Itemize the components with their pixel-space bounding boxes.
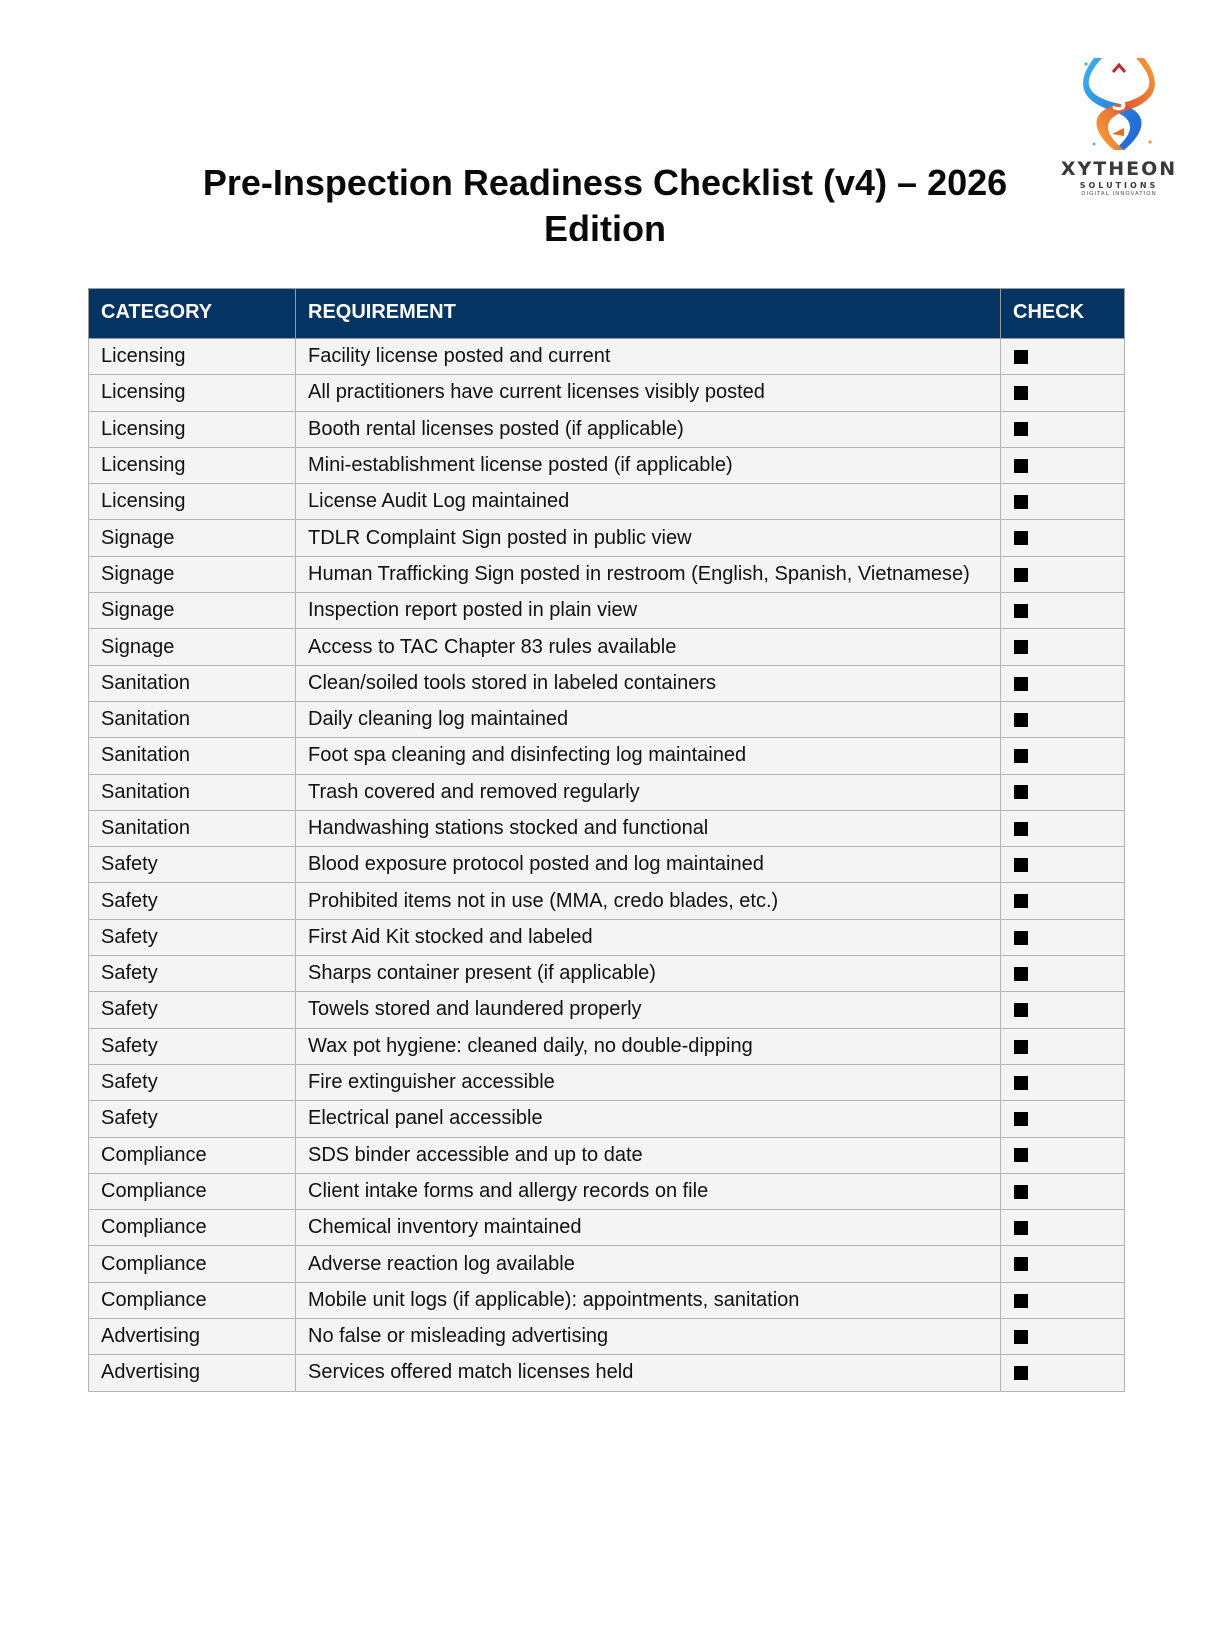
category-cell: Signage xyxy=(89,629,296,665)
column-header-category: CATEGORY xyxy=(89,289,296,339)
requirement-cell: Handwashing stations stocked and functional xyxy=(296,810,1001,846)
check-cell[interactable] xyxy=(1001,1282,1125,1318)
table-row xyxy=(89,1173,1125,1209)
requirement-cell: Client intake forms and allergy records on file xyxy=(296,1173,1001,1209)
category-cell: Safety xyxy=(89,992,296,1028)
logo-sub-text: SOLUTIONS xyxy=(1079,181,1159,190)
check-cell[interactable] xyxy=(1001,1246,1125,1282)
check-cell[interactable] xyxy=(1001,665,1125,701)
checkbox-square-icon[interactable] xyxy=(1014,749,1028,763)
requirement-cell: Trash covered and removed regularly xyxy=(296,774,1001,810)
requirement-cell: Blood exposure protocol posted and log maintained xyxy=(296,847,1001,883)
category-cell: Safety xyxy=(89,1064,296,1100)
checkbox-square-icon[interactable] xyxy=(1014,386,1028,400)
table-row xyxy=(89,411,1125,447)
requirement-cell: First Aid Kit stocked and labeled xyxy=(296,919,1001,955)
checkbox-square-icon[interactable] xyxy=(1014,1003,1028,1017)
checkbox-square-icon[interactable] xyxy=(1014,1148,1028,1162)
category-cell: Safety xyxy=(89,956,296,992)
check-cell[interactable] xyxy=(1001,1028,1125,1064)
table-row xyxy=(89,847,1125,883)
category-cell: Compliance xyxy=(89,1210,296,1246)
check-cell[interactable] xyxy=(1001,520,1125,556)
table-row xyxy=(89,520,1125,556)
requirement-cell: Electrical panel accessible xyxy=(296,1101,1001,1137)
requirement-cell: Human Trafficking Sign posted in restroom (English, Spanish, Vietnamese) xyxy=(296,556,1001,592)
requirement-cell: Facility license posted and current xyxy=(296,339,1001,375)
checkbox-square-icon[interactable] xyxy=(1014,894,1028,908)
checkbox-square-icon[interactable] xyxy=(1014,350,1028,364)
checkbox-square-icon[interactable] xyxy=(1014,604,1028,618)
table-row xyxy=(89,1355,1125,1391)
category-cell: Safety xyxy=(89,1101,296,1137)
check-cell[interactable] xyxy=(1001,701,1125,737)
check-cell[interactable] xyxy=(1001,484,1125,520)
category-cell: Licensing xyxy=(89,375,296,411)
check-cell[interactable] xyxy=(1001,411,1125,447)
table-row xyxy=(89,375,1125,411)
requirement-cell: Mobile unit logs (if applicable): appointments, sanitation xyxy=(296,1282,1001,1318)
requirement-cell: Clean/soiled tools stored in labeled containers xyxy=(296,665,1001,701)
check-cell[interactable] xyxy=(1001,956,1125,992)
checkbox-square-icon[interactable] xyxy=(1014,640,1028,654)
check-cell[interactable] xyxy=(1001,375,1125,411)
table-row xyxy=(89,1246,1125,1282)
checkbox-square-icon[interactable] xyxy=(1014,1221,1028,1235)
table-row xyxy=(89,339,1125,375)
checklist-table xyxy=(88,288,1125,1392)
checkbox-square-icon[interactable] xyxy=(1014,531,1028,545)
check-cell[interactable] xyxy=(1001,919,1125,955)
helix-s-logo-icon xyxy=(1080,52,1158,154)
check-cell[interactable] xyxy=(1001,738,1125,774)
checkbox-square-icon[interactable] xyxy=(1014,459,1028,473)
checkbox-square-icon[interactable] xyxy=(1014,1294,1028,1308)
category-cell: Compliance xyxy=(89,1282,296,1318)
category-cell: Signage xyxy=(89,520,296,556)
check-cell[interactable] xyxy=(1001,1064,1125,1100)
category-cell: Sanitation xyxy=(89,774,296,810)
checkbox-square-icon[interactable] xyxy=(1014,713,1028,727)
checkbox-square-icon[interactable] xyxy=(1014,1040,1028,1054)
requirement-cell: Prohibited items not in use (MMA, credo blades, etc.) xyxy=(296,883,1001,919)
check-cell[interactable] xyxy=(1001,1210,1125,1246)
table-row xyxy=(89,992,1125,1028)
category-cell: Sanitation xyxy=(89,738,296,774)
requirement-cell: Inspection report posted in plain view xyxy=(296,593,1001,629)
requirement-cell: Mini-establishment license posted (if applicable) xyxy=(296,447,1001,483)
requirement-cell: Adverse reaction log available xyxy=(296,1246,1001,1282)
requirement-cell: Foot spa cleaning and disinfecting log maintained xyxy=(296,738,1001,774)
requirement-cell: Access to TAC Chapter 83 rules available xyxy=(296,629,1001,665)
check-cell[interactable] xyxy=(1001,847,1125,883)
check-cell[interactable] xyxy=(1001,1173,1125,1209)
table-row xyxy=(89,629,1125,665)
check-cell[interactable] xyxy=(1001,447,1125,483)
category-cell: Safety xyxy=(89,919,296,955)
column-header-requirement: REQUIREMENT xyxy=(296,289,1001,339)
checkbox-square-icon[interactable] xyxy=(1014,677,1028,691)
check-cell[interactable] xyxy=(1001,1101,1125,1137)
category-cell: Licensing xyxy=(89,339,296,375)
table-row xyxy=(89,738,1125,774)
category-cell: Compliance xyxy=(89,1137,296,1173)
table-row xyxy=(89,1064,1125,1100)
title-line-1: Pre-Inspection Readiness Checklist (v4) – 2026 xyxy=(202,162,1008,203)
checkbox-square-icon[interactable] xyxy=(1014,568,1028,582)
category-cell: Compliance xyxy=(89,1246,296,1282)
category-cell: Advertising xyxy=(89,1319,296,1355)
table-row xyxy=(89,774,1125,810)
checkbox-square-icon[interactable] xyxy=(1014,422,1028,436)
table-row xyxy=(89,593,1125,629)
title-line-2: Edition xyxy=(544,208,666,249)
table-row xyxy=(89,1028,1125,1064)
check-cell[interactable] xyxy=(1001,339,1125,375)
page-title xyxy=(140,160,1070,252)
category-cell: Licensing xyxy=(89,484,296,520)
category-cell: Sanitation xyxy=(89,701,296,737)
check-cell[interactable] xyxy=(1001,774,1125,810)
requirement-cell: All practitioners have current licenses visibly posted xyxy=(296,375,1001,411)
table-row xyxy=(89,556,1125,592)
requirement-cell: No false or misleading advertising xyxy=(296,1319,1001,1355)
requirement-cell: Services offered match licenses held xyxy=(296,1355,1001,1391)
requirement-cell: Fire extinguisher accessible xyxy=(296,1064,1001,1100)
checkbox-square-icon[interactable] xyxy=(1014,1112,1028,1126)
requirement-cell: Sharps container present (if applicable) xyxy=(296,956,1001,992)
category-cell: Compliance xyxy=(89,1173,296,1209)
table-row xyxy=(89,1210,1125,1246)
company-logo xyxy=(1052,52,1186,202)
checkbox-square-icon[interactable] xyxy=(1014,1366,1028,1380)
requirement-cell: Daily cleaning log maintained xyxy=(296,701,1001,737)
requirement-cell: License Audit Log maintained xyxy=(296,484,1001,520)
checkbox-square-icon[interactable] xyxy=(1014,1076,1028,1090)
checkbox-square-icon[interactable] xyxy=(1014,858,1028,872)
check-cell[interactable] xyxy=(1001,1355,1125,1391)
check-cell[interactable] xyxy=(1001,1137,1125,1173)
check-cell[interactable] xyxy=(1001,593,1125,629)
requirement-cell: Wax pot hygiene: cleaned daily, no double-dipping xyxy=(296,1028,1001,1064)
logo-tagline: DIGITAL INNOVATION xyxy=(1081,191,1157,197)
table-row xyxy=(89,701,1125,737)
requirement-cell: Towels stored and laundered properly xyxy=(296,992,1001,1028)
check-cell[interactable] xyxy=(1001,629,1125,665)
table-row xyxy=(89,484,1125,520)
logo-brand-text: XYTHEON xyxy=(1060,158,1178,180)
table-row xyxy=(89,665,1125,701)
check-cell[interactable] xyxy=(1001,1319,1125,1355)
checkbox-square-icon[interactable] xyxy=(1014,1330,1028,1344)
category-cell: Safety xyxy=(89,883,296,919)
category-cell: Safety xyxy=(89,1028,296,1064)
checkbox-square-icon[interactable] xyxy=(1014,931,1028,945)
svg-text:S: S xyxy=(1111,91,1127,116)
category-cell: Sanitation xyxy=(89,810,296,846)
table-row xyxy=(89,810,1125,846)
checkbox-square-icon[interactable] xyxy=(1014,967,1028,981)
category-cell: Sanitation xyxy=(89,665,296,701)
check-cell[interactable] xyxy=(1001,556,1125,592)
checkbox-square-icon[interactable] xyxy=(1014,785,1028,799)
requirement-cell: SDS binder accessible and up to date xyxy=(296,1137,1001,1173)
check-cell[interactable] xyxy=(1001,883,1125,919)
table-row xyxy=(89,883,1125,919)
table-row xyxy=(89,1101,1125,1137)
table-row xyxy=(89,956,1125,992)
requirement-cell: TDLR Complaint Sign posted in public view xyxy=(296,520,1001,556)
requirement-cell: Booth rental licenses posted (if applicable) xyxy=(296,411,1001,447)
check-cell[interactable] xyxy=(1001,992,1125,1028)
category-cell: Signage xyxy=(89,593,296,629)
table-row xyxy=(89,1282,1125,1318)
table-row xyxy=(89,919,1125,955)
table-row xyxy=(89,447,1125,483)
table-row xyxy=(89,1137,1125,1173)
check-cell[interactable] xyxy=(1001,810,1125,846)
table-row xyxy=(89,1319,1125,1355)
checkbox-square-icon[interactable] xyxy=(1014,822,1028,836)
checkbox-square-icon[interactable] xyxy=(1014,1257,1028,1271)
category-cell: Signage xyxy=(89,556,296,592)
checkbox-square-icon[interactable] xyxy=(1014,1185,1028,1199)
checkbox-square-icon[interactable] xyxy=(1014,495,1028,509)
category-cell: Licensing xyxy=(89,411,296,447)
category-cell: Safety xyxy=(89,847,296,883)
category-cell: Licensing xyxy=(89,447,296,483)
requirement-cell: Chemical inventory maintained xyxy=(296,1210,1001,1246)
table-header-row xyxy=(89,289,1125,339)
column-header-check: CHECK xyxy=(1001,289,1125,339)
category-cell: Advertising xyxy=(89,1355,296,1391)
